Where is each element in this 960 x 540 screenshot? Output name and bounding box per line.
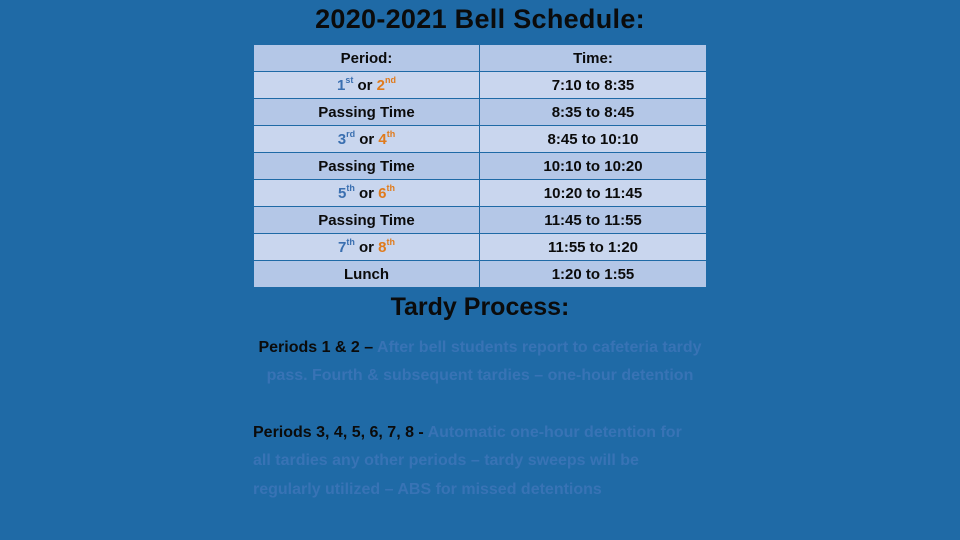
second-period-number: 6 xyxy=(378,184,387,202)
first-period-suffix: rd xyxy=(346,128,356,139)
first-period-suffix: th xyxy=(346,236,355,247)
first-period-suffix: th xyxy=(346,182,355,193)
period-cell xyxy=(254,234,480,261)
time-cell: 7:10 to 8:35 xyxy=(480,72,707,99)
table-header-row xyxy=(254,45,707,72)
table-row xyxy=(254,234,707,261)
tardy-rule-2-lead: Periods 3, 4, 5, 6, 7, 8 - xyxy=(253,424,424,441)
tardy-process-title: Tardy Process: xyxy=(390,293,570,321)
bell-schedule-table xyxy=(253,44,707,288)
time-cell: 8:45 to 10:10 xyxy=(480,126,707,153)
second-period-number: 2 xyxy=(376,76,386,94)
period-label-cell: Passing Time xyxy=(254,153,480,180)
period-cell xyxy=(254,180,480,207)
time-cell: 1:20 to 1:55 xyxy=(480,261,707,288)
period-label-cell: Passing Time xyxy=(254,99,480,126)
table-row xyxy=(254,99,707,126)
or-label: or xyxy=(357,76,373,94)
table-row xyxy=(254,180,707,207)
period-label-cell: Lunch xyxy=(254,261,480,288)
table-row xyxy=(254,261,707,288)
table-row xyxy=(254,126,707,153)
tardy-rule-2-body: Automatic one-hour detention for all tardies any other periods – tardy sweeps will be regularly utilized – ABS for missed detentions xyxy=(253,424,682,498)
second-period-suffix: th xyxy=(386,182,396,193)
first-period-number: 3 xyxy=(337,130,347,148)
period-cell xyxy=(254,72,480,99)
time-cell: 11:45 to 11:55 xyxy=(480,207,707,234)
time-cell: 8:35 to 8:45 xyxy=(480,99,707,126)
tardy-rule-periods-1-2 xyxy=(255,334,705,391)
first-period-number: 7 xyxy=(337,238,347,256)
table-row xyxy=(254,207,707,234)
tardy-rule-1-lead: Periods 1 & 2 – xyxy=(258,339,374,356)
first-period-number: 1 xyxy=(336,76,346,94)
second-period-number: 8 xyxy=(378,238,387,256)
time-column-header: Time: xyxy=(480,45,707,72)
first-period-suffix: st xyxy=(345,74,354,85)
or-label: or xyxy=(359,130,375,148)
second-period-suffix: nd xyxy=(385,74,397,85)
tardy-rule-1-body: After bell students report to cafeteria tardy pass. Fourth & subsequent tardies – one-hour detention xyxy=(266,339,702,385)
or-label: or xyxy=(359,238,374,256)
second-period-suffix: th xyxy=(386,236,396,247)
tardy-rule-periods-3-8 xyxy=(253,419,693,504)
second-period-suffix: th xyxy=(386,128,396,139)
or-label: or xyxy=(359,184,374,202)
first-period-number: 5 xyxy=(337,184,347,202)
period-cell xyxy=(254,126,480,153)
table-row xyxy=(254,153,707,180)
period-label-cell: Passing Time xyxy=(254,207,480,234)
time-cell: 10:20 to 11:45 xyxy=(480,180,707,207)
table-row xyxy=(254,72,707,99)
schedule-title: 2020-2021 Bell Schedule: xyxy=(315,4,645,34)
period-column-header: Period: xyxy=(254,45,480,72)
second-period-number: 4 xyxy=(378,130,387,148)
time-cell: 11:55 to 1:20 xyxy=(480,234,707,261)
time-cell: 10:10 to 10:20 xyxy=(480,153,707,180)
